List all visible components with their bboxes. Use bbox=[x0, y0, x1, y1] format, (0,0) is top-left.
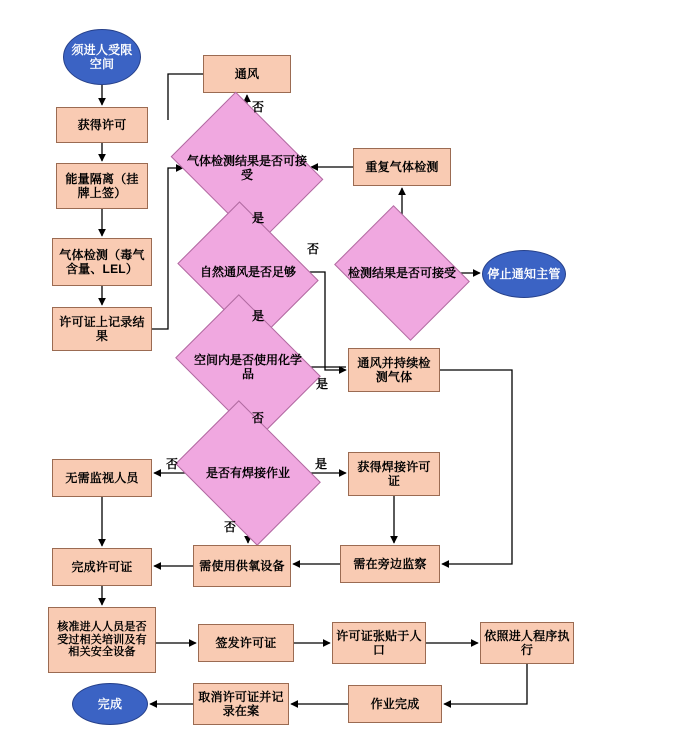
edge-label-no-3: 否 bbox=[252, 411, 265, 425]
node-ventilate-continuous-test[interactable]: 通风并持续检测气体 bbox=[348, 348, 440, 392]
node-label: 自然通风是否足够 bbox=[199, 264, 296, 279]
node-approve-entrants-training[interactable]: 核准进人人员是否受过相关培训及有相关安全设备 bbox=[48, 607, 156, 673]
edge-label-no-5: 否 bbox=[224, 520, 237, 534]
node-work-completed[interactable]: 作业完成 bbox=[348, 685, 442, 723]
node-energy-isolation[interactable]: 能量隔离（挂牌上签） bbox=[56, 163, 148, 209]
node-obtain-welding-permit[interactable]: 获得焊接许可证 bbox=[348, 452, 440, 496]
node-finish[interactable]: 完成 bbox=[72, 683, 148, 725]
node-oxygen-supply-equipment[interactable]: 需使用供氧设备 bbox=[193, 545, 291, 587]
edge-label-yes-2: 是 bbox=[252, 309, 265, 323]
node-chemicals-used[interactable] bbox=[190, 322, 306, 412]
node-repeat-gas-test[interactable]: 重复气体检测 bbox=[353, 148, 451, 186]
node-cancel-permit-record[interactable]: 取消许可证并记录在案 bbox=[193, 683, 289, 725]
edge-label-yes-4: 是 bbox=[315, 457, 328, 471]
edge-label-yes-3: 是 bbox=[316, 377, 329, 391]
edge-label-no-1: 否 bbox=[252, 100, 265, 114]
node-stop-notify-supervisor[interactable]: 停止通知主管 bbox=[482, 250, 566, 298]
node-enter-confined-space[interactable]: 须进人受限空间 bbox=[63, 29, 141, 85]
node-label: 是否有焊接作业 bbox=[205, 465, 290, 480]
node-obtain-permit[interactable]: 获得许可 bbox=[56, 107, 148, 143]
node-test-result-acceptable[interactable] bbox=[348, 231, 456, 315]
node-issue-permit[interactable]: 签发许可证 bbox=[198, 624, 294, 662]
node-no-watcher-needed[interactable]: 无需监视人员 bbox=[52, 459, 152, 497]
edge-label-no-2: 否 bbox=[307, 242, 320, 256]
node-post-permit-at-entrance[interactable]: 许可证张贴于人口 bbox=[332, 622, 426, 664]
node-gas-result-acceptable[interactable] bbox=[185, 122, 309, 214]
node-label: 空间内是否使用化学品 bbox=[193, 352, 302, 381]
node-gas-test[interactable]: 气体检测（毒气含量、LEL） bbox=[52, 238, 152, 286]
node-complete-permit[interactable]: 完成许可证 bbox=[52, 548, 152, 586]
node-label: 检测结果是否可接受 bbox=[348, 265, 457, 280]
node-follow-entry-procedure[interactable]: 依照进人程序执行 bbox=[480, 622, 574, 664]
node-standby-watcher[interactable]: 需在旁边监察 bbox=[340, 545, 440, 583]
node-ventilate[interactable]: 通风 bbox=[203, 55, 291, 93]
node-record-results[interactable]: 许可证上记录结果 bbox=[52, 307, 152, 351]
node-label: 气体检测结果是否可接受 bbox=[186, 153, 307, 182]
edge-label-yes-1: 是 bbox=[252, 211, 265, 225]
node-welding-work[interactable] bbox=[190, 428, 306, 518]
edge-label-no-4: 否 bbox=[166, 457, 179, 471]
